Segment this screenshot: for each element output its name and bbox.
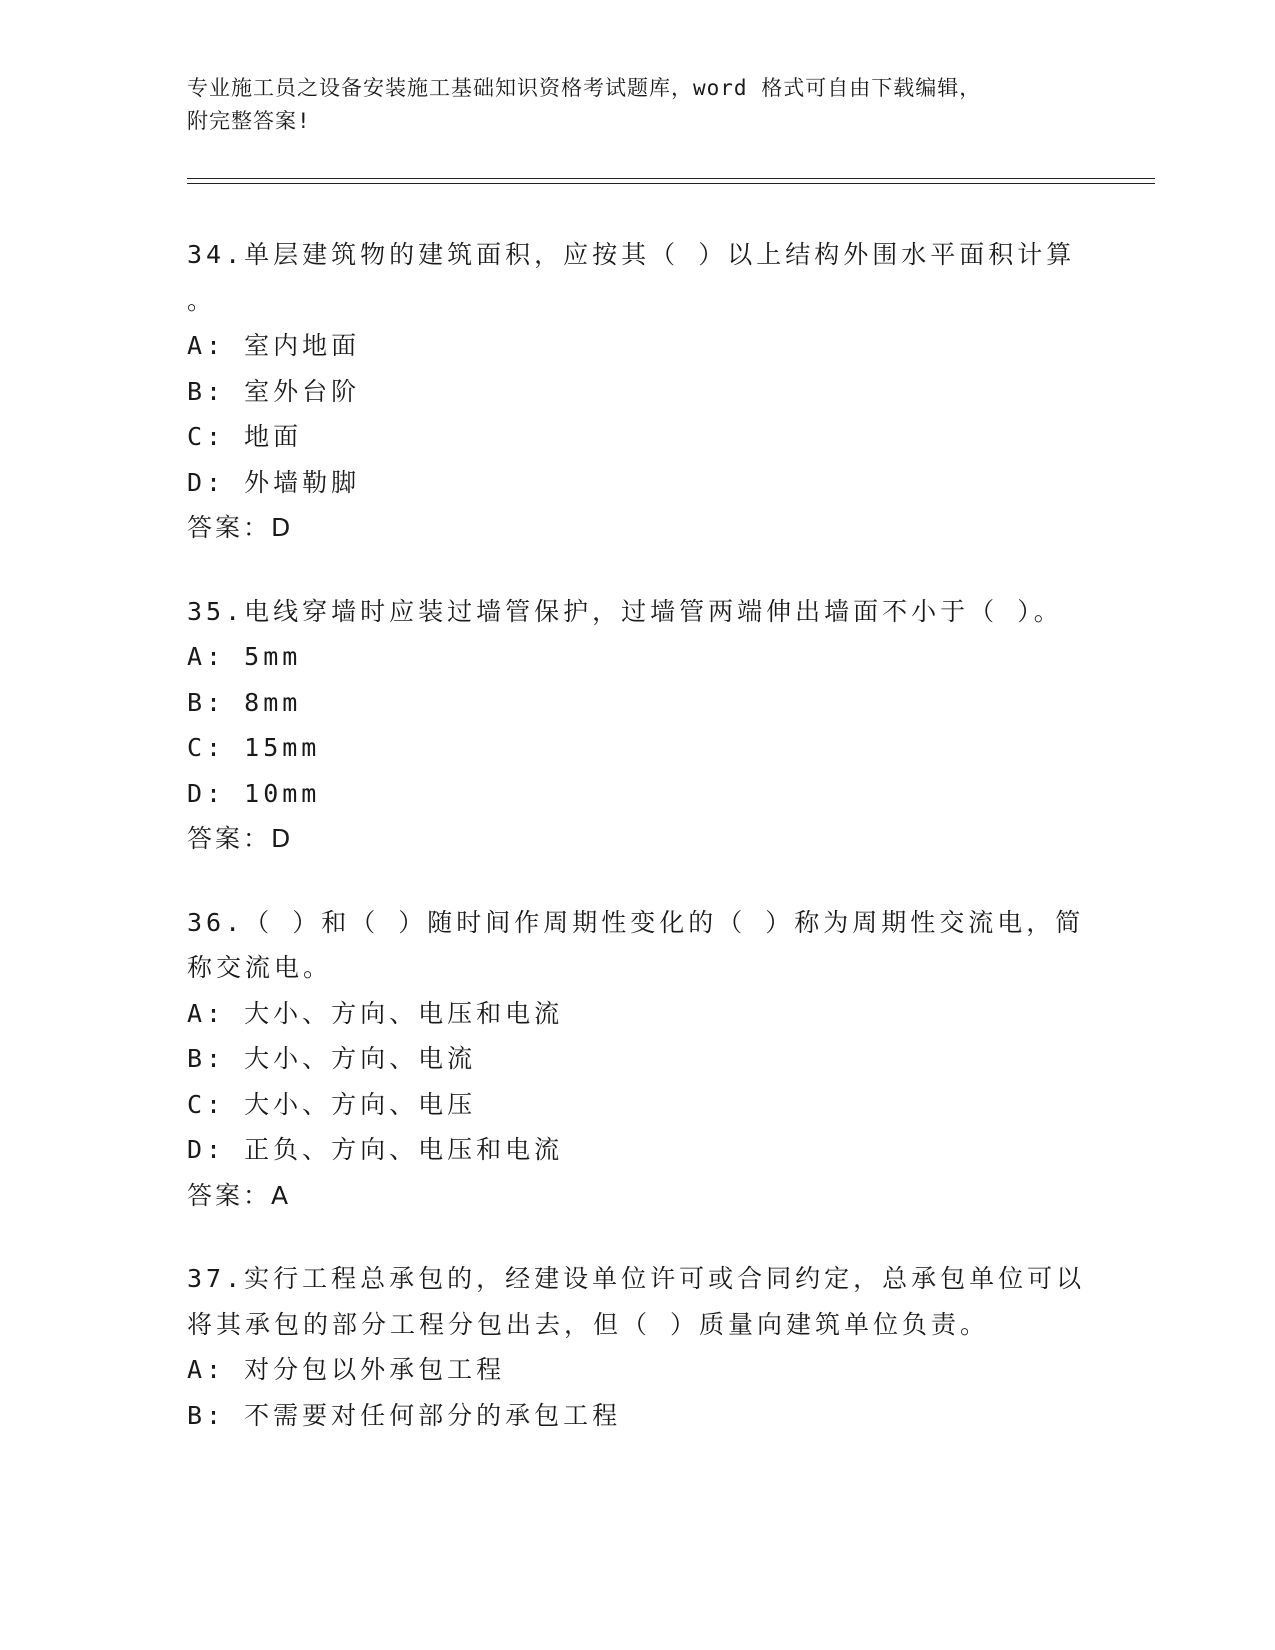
question-list: [187, 232, 1087, 1476]
question-text-continued: 称交流电。: [187, 953, 333, 982]
header-line-1: 专业施工员之设备安装施工基础知识资格考试题库，word 格式可自由下载编辑，: [187, 76, 982, 100]
option-a: A: 5mm: [187, 642, 302, 671]
question-text-continued: 。: [187, 285, 217, 315]
option-c: C: 15mm: [187, 733, 321, 762]
question-34: [187, 232, 1087, 551]
question-text: 37.实行工程总承包的，经建设单位许可或合同约定，总承包单位可以: [187, 1264, 1086, 1293]
option-a: A: 对分包以外承包工程: [187, 1355, 506, 1384]
option-b: B: 室外台阶: [187, 376, 361, 406]
header-line-2: 附完整答案!: [187, 109, 311, 133]
option-b: B: 不需要对任何部分的承包工程: [187, 1400, 622, 1430]
header-divider-bottom: [187, 183, 1155, 184]
option-c: C: 大小、方向、电压: [187, 1089, 477, 1119]
option-d: D: 正负、方向、电压和电流: [187, 1135, 564, 1164]
question-text-continued: 将其承包的部分工程分包出去，但（ ）质量向建筑单位负责。: [187, 1309, 990, 1339]
option-d: D: 10mm: [187, 778, 321, 808]
option-b: B: 8mm: [187, 687, 302, 717]
question-35: [187, 589, 1087, 862]
question-text: 36.（ ）和（ ）随时间作周期性变化的（ ）称为周期性交流电，简: [187, 907, 1085, 937]
option-a: A: 大小、方向、电压和电流: [187, 998, 564, 1028]
option-b: B: 大小、方向、电流: [187, 1044, 477, 1073]
question-text: 35.电线穿墙时应装过墙管保护，过墙管两端伸出墙面不小于（ ）。: [187, 596, 1063, 626]
header-divider-top: [187, 178, 1155, 179]
question-text: 34.单层建筑物的建筑面积，应按其（ ）以上结构外围水平面积计算: [187, 240, 1076, 269]
document-header: [187, 72, 1087, 138]
question-36: [187, 900, 1087, 1219]
answer: 答案：A: [187, 1180, 292, 1210]
question-37: [187, 1256, 1087, 1438]
answer: 答案：D: [187, 513, 294, 542]
answer: 答案：D: [187, 824, 294, 853]
option-c: C: 地面: [187, 422, 303, 451]
option-d: D: 外墙勒脚: [187, 467, 361, 497]
option-a: A: 室内地面: [187, 331, 361, 360]
